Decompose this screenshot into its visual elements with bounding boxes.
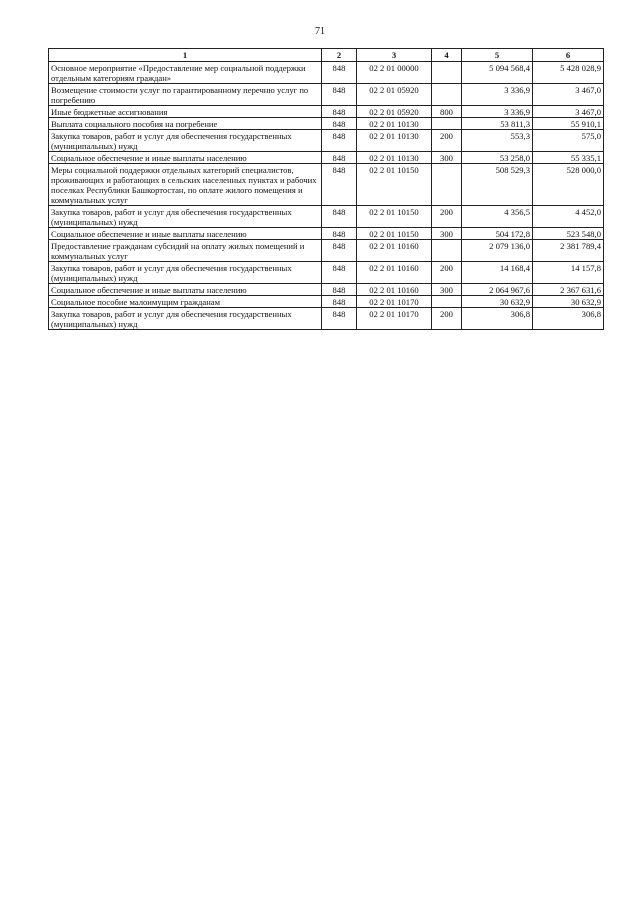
row-name: Социальное обеспечение и иные выплаты населению (49, 152, 322, 164)
row-expense-type: 800 (432, 106, 462, 118)
row-amount-col5: 30 632,9 (462, 296, 533, 308)
row-name: Основное мероприятие «Предоставление мер социальной поддержки отдельным категориям граждан» (49, 62, 322, 84)
table-row (49, 228, 604, 240)
table-row (49, 284, 604, 296)
row-amount-col5: 306,8 (462, 308, 533, 330)
row-name: Социальное обеспечение и иные выплаты населению (49, 284, 322, 296)
row-amount-col6: 528 000,0 (533, 164, 604, 206)
row-amount-col6: 575,0 (533, 130, 604, 152)
row-target-article: 02 2 01 10160 (357, 284, 432, 296)
row-ministry-code: 848 (322, 262, 357, 284)
table-row (49, 240, 604, 262)
row-name: Выплата социального пособия на погребение (49, 118, 322, 130)
row-expense-type (432, 296, 462, 308)
row-amount-col6: 4 452,0 (533, 206, 604, 228)
row-amount-col5: 3 336,9 (462, 106, 533, 118)
row-target-article: 02 2 01 10160 (357, 262, 432, 284)
table-row (49, 262, 604, 284)
table-row (49, 206, 604, 228)
row-amount-col6: 3 467,0 (533, 84, 604, 106)
row-name: Социальное пособие малоимущим гражданам (49, 296, 322, 308)
table-row (49, 296, 604, 308)
row-target-article: 02 2 01 10150 (357, 164, 432, 206)
row-amount-col6: 30 632,9 (533, 296, 604, 308)
header-cell-5: 5 (462, 49, 533, 62)
row-ministry-code: 848 (322, 106, 357, 118)
row-amount-col5: 508 529,3 (462, 164, 533, 206)
row-amount-col5: 53 811,3 (462, 118, 533, 130)
row-expense-type (432, 118, 462, 130)
header-cell-2: 2 (322, 49, 357, 62)
row-target-article: 02 2 01 10130 (357, 152, 432, 164)
table-row (49, 118, 604, 130)
row-expense-type: 200 (432, 262, 462, 284)
row-ministry-code: 848 (322, 228, 357, 240)
row-expense-type: 200 (432, 206, 462, 228)
table-row (49, 84, 604, 106)
row-name: Предоставление гражданам субсидий на оплату жилых помещений и коммунальных услуг (49, 240, 322, 262)
row-target-article: 02 2 01 10150 (357, 228, 432, 240)
row-amount-col6: 3 467,0 (533, 106, 604, 118)
row-expense-type: 200 (432, 308, 462, 330)
row-expense-type (432, 62, 462, 84)
table-row (49, 62, 604, 84)
row-expense-type: 300 (432, 284, 462, 296)
row-name: Закупка товаров, работ и услуг для обеспечения государственных (муниципальных) нужд (49, 130, 322, 152)
row-amount-col6: 2 367 631,6 (533, 284, 604, 296)
row-amount-col6: 2 381 789,4 (533, 240, 604, 262)
row-expense-type: 300 (432, 228, 462, 240)
row-amount-col6: 5 428 028,9 (533, 62, 604, 84)
row-amount-col6: 55 335,1 (533, 152, 604, 164)
header-cell-4: 4 (432, 49, 462, 62)
row-name: Возмещение стоимости услуг по гарантированному перечню услуг по погребению (49, 84, 322, 106)
row-ministry-code: 848 (322, 152, 357, 164)
table-row (49, 308, 604, 330)
row-ministry-code: 848 (322, 164, 357, 206)
row-amount-col5: 2 079 136,0 (462, 240, 533, 262)
row-amount-col5: 5 094 568,4 (462, 62, 533, 84)
row-ministry-code: 848 (322, 62, 357, 84)
row-amount-col5: 504 172,8 (462, 228, 533, 240)
table-header-row (49, 49, 604, 62)
row-ministry-code: 848 (322, 118, 357, 130)
row-ministry-code: 848 (322, 206, 357, 228)
row-expense-type (432, 164, 462, 206)
row-ministry-code: 848 (322, 130, 357, 152)
header-cell-3: 3 (357, 49, 432, 62)
row-amount-col6: 14 157,8 (533, 262, 604, 284)
header-cell-6: 6 (533, 49, 604, 62)
row-ministry-code: 848 (322, 308, 357, 330)
row-amount-col6: 523 548,0 (533, 228, 604, 240)
row-name: Закупка товаров, работ и услуг для обеспечения государственных (муниципальных) нужд (49, 262, 322, 284)
row-target-article: 02 2 01 05920 (357, 106, 432, 118)
row-amount-col5: 2 064 967,6 (462, 284, 533, 296)
row-amount-col6: 306,8 (533, 308, 604, 330)
table-row (49, 106, 604, 118)
row-ministry-code: 848 (322, 240, 357, 262)
header-cell-1: 1 (49, 49, 322, 62)
row-ministry-code: 848 (322, 84, 357, 106)
row-name: Меры социальной поддержки отдельных категорий специалистов, проживающих и работающих в сельских населенных пунктах и рабочих поселках Республики Башкортостан, по оплате жилого помещения и коммунальных услуг (49, 164, 322, 206)
row-target-article: 02 2 01 10160 (357, 240, 432, 262)
row-amount-col6: 55 910,1 (533, 118, 604, 130)
row-amount-col5: 4 356,5 (462, 206, 533, 228)
row-ministry-code: 848 (322, 296, 357, 308)
row-name: Закупка товаров, работ и услуг для обеспечения государственных (муниципальных) нужд (49, 308, 322, 330)
row-target-article: 02 2 01 00000 (357, 62, 432, 84)
row-amount-col5: 3 336,9 (462, 84, 533, 106)
table-row (49, 152, 604, 164)
row-target-article: 02 2 01 10130 (357, 130, 432, 152)
row-expense-type: 300 (432, 152, 462, 164)
table-row (49, 130, 604, 152)
row-name: Иные бюджетные ассигнования (49, 106, 322, 118)
row-amount-col5: 553,3 (462, 130, 533, 152)
budget-table (48, 48, 604, 330)
row-target-article: 02 2 01 10170 (357, 296, 432, 308)
row-name: Социальное обеспечение и иные выплаты населению (49, 228, 322, 240)
row-target-article: 02 2 01 10130 (357, 118, 432, 130)
row-amount-col5: 14 168,4 (462, 262, 533, 284)
row-expense-type (432, 240, 462, 262)
table-row (49, 164, 604, 206)
row-expense-type (432, 84, 462, 106)
row-expense-type: 200 (432, 130, 462, 152)
row-target-article: 02 2 01 05920 (357, 84, 432, 106)
row-target-article: 02 2 01 10170 (357, 308, 432, 330)
page-number: 71 (315, 26, 325, 37)
row-amount-col5: 53 258,0 (462, 152, 533, 164)
row-name: Закупка товаров, работ и услуг для обеспечения государственных (муниципальных) нужд (49, 206, 322, 228)
row-target-article: 02 2 01 10150 (357, 206, 432, 228)
row-ministry-code: 848 (322, 284, 357, 296)
